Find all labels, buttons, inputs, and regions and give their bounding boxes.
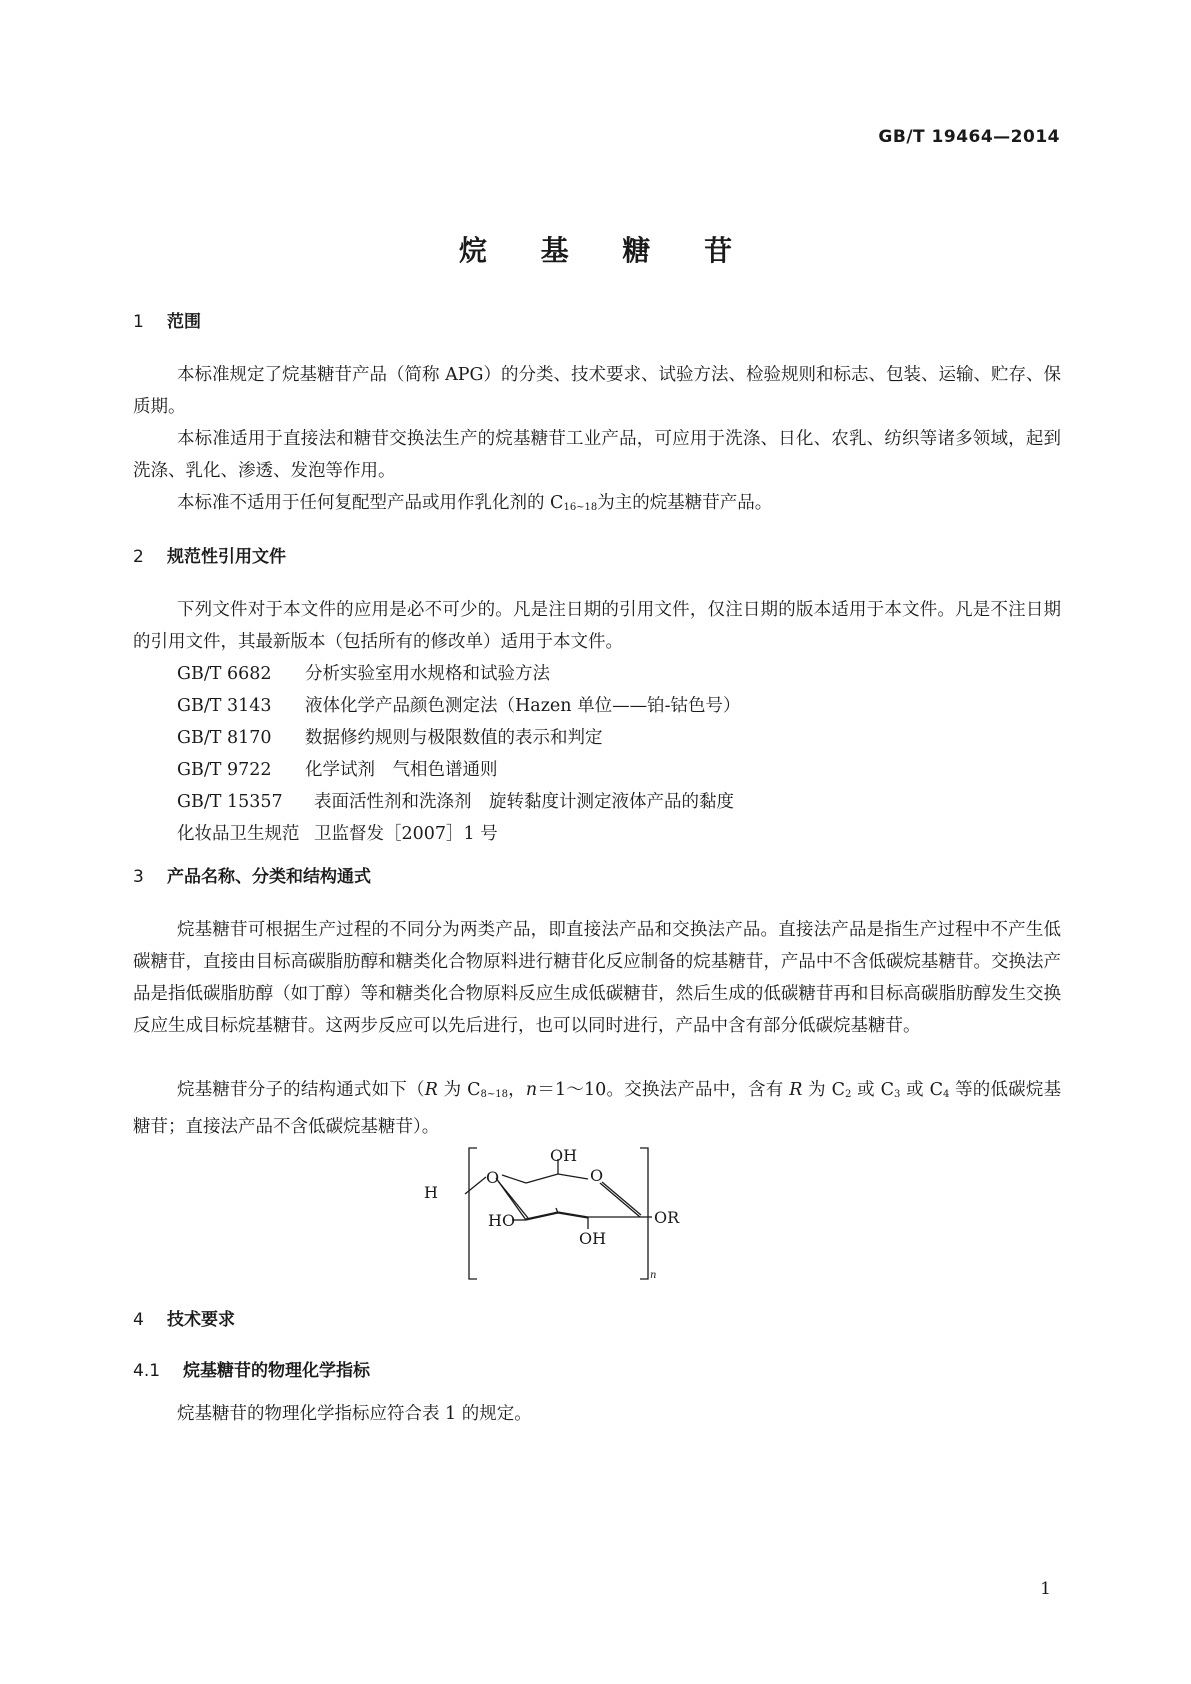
reference-item <box>177 690 741 722</box>
reference-item <box>177 658 550 690</box>
section-title: 规范性引用文件 <box>167 547 286 567</box>
section-number: 1 <box>133 312 144 332</box>
section-number: 2 <box>133 547 144 567</box>
section-4-heading <box>133 1305 235 1330</box>
section-1-paragraph-2: 本标准适用于直接法和糖苷交换法生产的烷基糖苷工业产品，可应用于洗涤、日化、农乳、纺织等诸多领域，起到洗涤、乳化、渗透、发泡等作用。 <box>133 429 1061 481</box>
reference-code: 化妆品卫生规范 <box>177 824 300 844</box>
document-title: 烷 基 糖 苷 <box>458 234 755 267</box>
atom-ho: HO <box>488 1211 516 1230</box>
atom-h: H <box>424 1183 438 1202</box>
reference-code: GB/T 15357 <box>177 792 283 812</box>
atom-oh-bottom: OH <box>579 1229 607 1248</box>
section-title: 烷基糖苷的物理化学指标 <box>183 1361 370 1381</box>
section-4-1-heading <box>133 1356 370 1381</box>
atom-oh-top: OH <box>550 1146 578 1165</box>
section-2-heading <box>133 542 286 567</box>
section-number: 3 <box>133 867 144 887</box>
reference-code: GB/T 3143 <box>177 696 272 716</box>
alkyl-glucoside-structure-diagram <box>424 1145 740 1285</box>
section-number: 4.1 <box>133 1361 161 1381</box>
reference-item <box>177 818 498 850</box>
repeat-count-n: n <box>650 1270 657 1281</box>
page-number: 1 <box>1040 1579 1051 1599</box>
reference-item <box>177 722 603 754</box>
reference-code: GB/T 8170 <box>177 728 272 748</box>
section-number: 4 <box>133 1310 144 1330</box>
reference-title: 分析实验室用水规格和试验方法 <box>305 664 550 684</box>
reference-title: 数据修约规则与极限数值的表示和判定 <box>305 728 603 748</box>
section-1-paragraph-3: 本标准不适用于任何复配型产品或用作乳化剂的 $C_{16\sim 18}$为主的烷基糖苷产品。 <box>177 493 773 513</box>
section-1-paragraph-1: 本标准规定了烷基糖苷产品（简称 APG）的分类、技术要求、试验方法、检验规则和标志、包装、运输、贮存、保质期。 <box>133 365 1061 417</box>
section-title: 范围 <box>167 312 201 332</box>
reference-code: GB/T 9722 <box>177 760 272 780</box>
reference-item <box>177 786 734 818</box>
section-2-paragraph-1: 下列文件对于本文件的应用是必不可少的。凡是注日期的引用文件，仅注日期的版本适用于本文件。凡是不注日期的引用文件，其最新版本（包括所有的修改单）适用于本文件。 <box>133 600 1061 652</box>
atom-o-ring: O <box>590 1166 604 1185</box>
standard-code: GB/T 19464—2014 <box>878 127 1060 147</box>
section-3-heading <box>133 862 371 887</box>
reference-title: 卫监督发［2007］1 号 <box>314 824 498 844</box>
atom-or: OR <box>654 1208 680 1227</box>
reference-title: 化学试剂 气相色谱通则 <box>305 760 498 780</box>
section-3-paragraph-2: 烷基糖苷分子的结构通式如下（R 为 $C_{8\sim 18}$，n＝1～10。交换法产品中，含有 R 为 $C_2$ 或 $C_3$ 或 $C_4$ 等的低碳烷基糖苷；直接法产品不含低碳烷基糖苷）。 <box>133 1080 1062 1137</box>
reference-code: GB/T 6682 <box>177 664 272 684</box>
section-3-paragraph-1: 烷基糖苷可根据生产过程的不同分为两类产品，即直接法产品和交换法产品。直接法产品是指生产过程中不产生低碳糖苷，直接由目标高碳脂肪醇和糖类化合物原料进行糖苷化反应制备的烷基糖苷，产品中不含低碳烷基糖苷。交换法产品是指低碳脂肪醇（如丁醇）等和糖类化合物原料反应生成低碳糖苷，然后生成的低碳糖苷再和目标高碳脂肪醇发生交换反应生成目标烷基糖苷。这两步反应可以先后进行，也可以同时进行，产品中含有部分低碳烷基糖苷。 <box>133 920 1061 1036</box>
section-1-heading <box>133 307 201 332</box>
section-title: 技术要求 <box>167 1310 235 1330</box>
reference-item <box>177 754 498 786</box>
section-title: 产品名称、分类和结构通式 <box>167 867 371 887</box>
reference-title: 液体化学产品颜色测定法（Hazen 单位——铂-钴色号） <box>305 696 741 716</box>
atom-o-left: O <box>486 1168 500 1187</box>
section-4-1-paragraph-1: 烷基糖苷的物理化学指标应符合表 1 的规定。 <box>177 1404 532 1424</box>
reference-title: 表面活性剂和洗涤剂 旋转黏度计测定液体产品的黏度 <box>314 792 734 812</box>
